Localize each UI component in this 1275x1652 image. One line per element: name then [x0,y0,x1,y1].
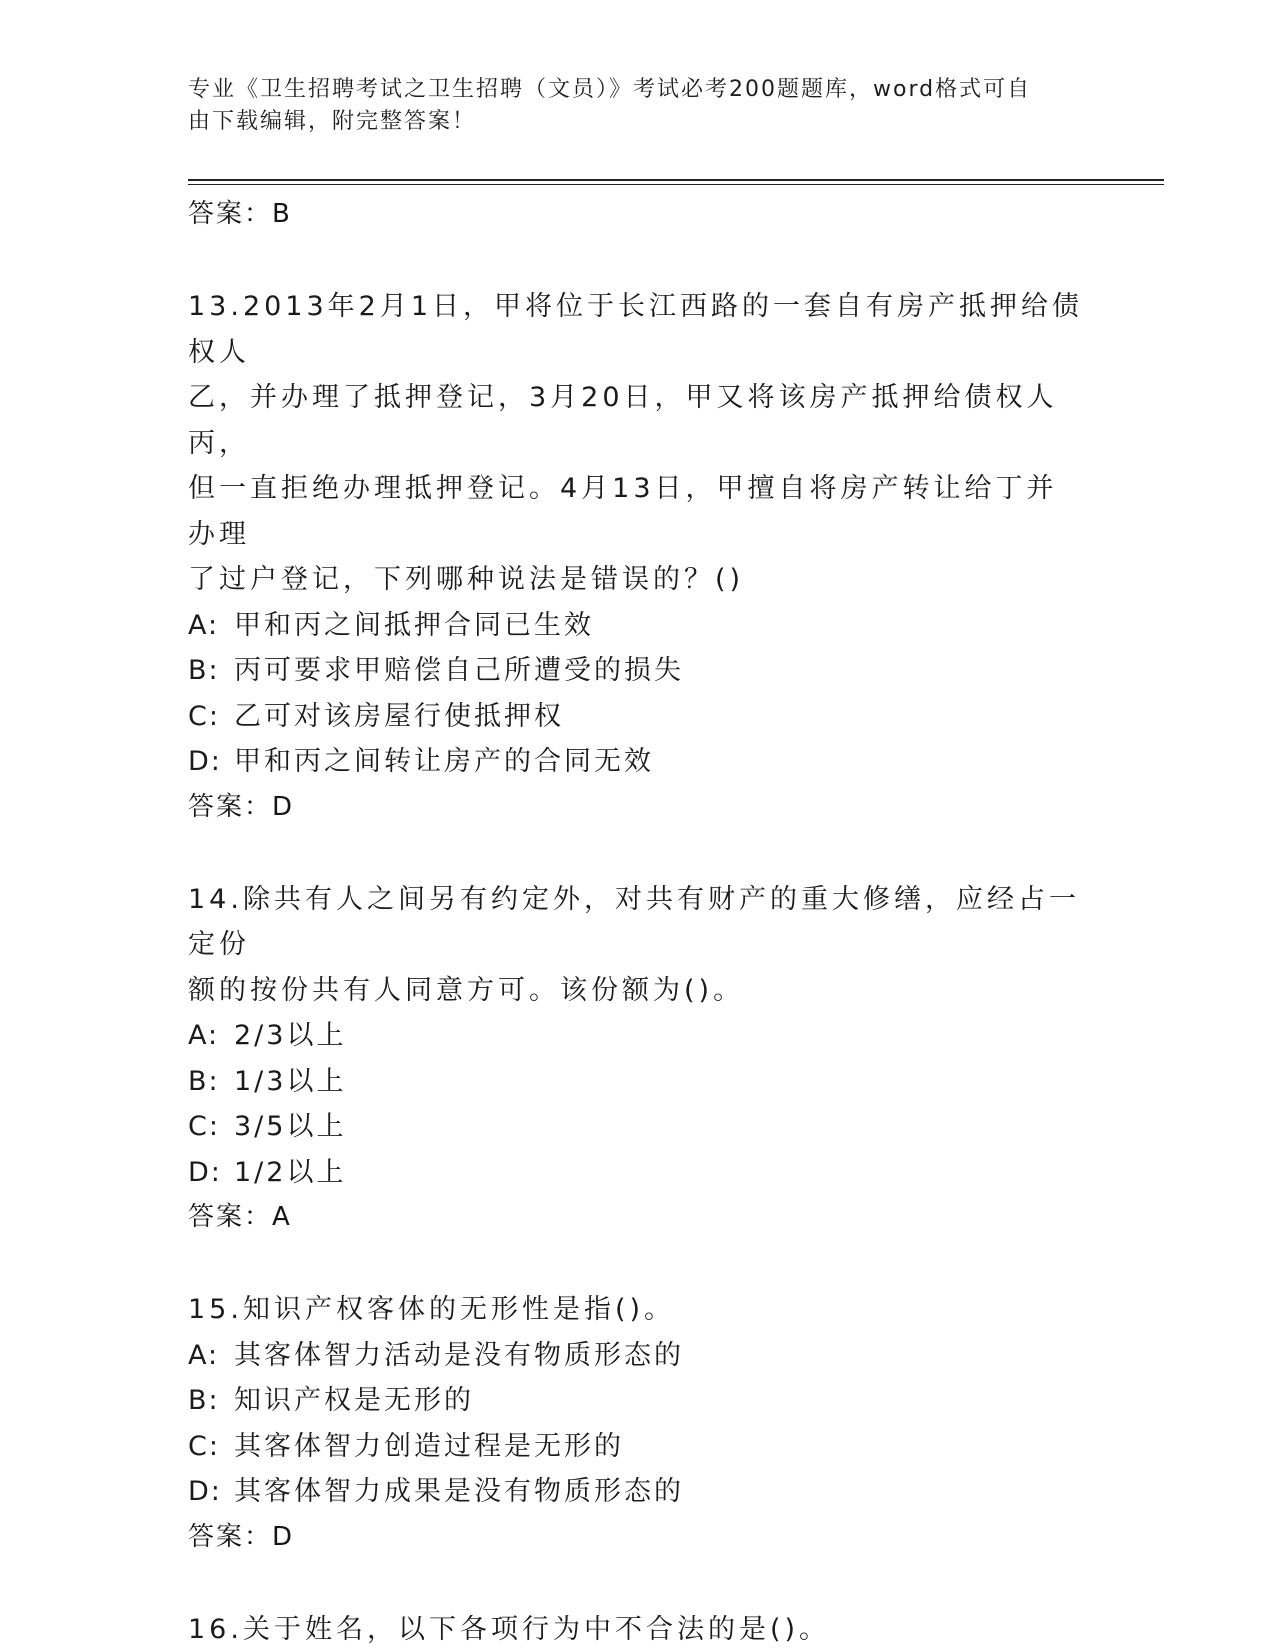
question-stem-line: 了过户登记，下列哪种说法是错误的？() [188,557,1088,603]
question-block [188,1287,1088,1559]
option-a [188,1013,1088,1059]
option-text: 乙可对该房屋行使抵押权 [234,701,564,732]
option-text: 1/3以上 [234,1066,346,1097]
question-stem [188,1607,1088,1652]
option-text: 其客体智力创造过程是无形的 [234,1431,624,1462]
answer-line: 答案：D [188,785,1088,829]
answer-line: 答案：B [188,192,1088,236]
question-stem-line: 13.2013年2月1日，甲将位于长江西路的一套自有房产抵押给债权人 [188,284,1088,375]
option-letter: A: [188,603,234,649]
option-d [188,739,1088,785]
option-letter: C: [188,1424,234,1470]
spacer [188,1559,1088,1607]
header-line: 由下载编辑，附完整答案！ [188,106,1068,138]
question-stem-line: 16.关于姓名，以下各项行为中不合法的是()。 [188,1607,1088,1652]
question-stem [188,1287,1088,1333]
option-b [188,1378,1088,1424]
document-body [188,192,1088,1652]
option-b [188,648,1088,694]
question-stem [188,877,1088,1014]
document-header [188,74,1068,138]
option-d [188,1469,1088,1515]
option-text: 知识产权是无形的 [234,1385,474,1416]
spacer [188,1239,1088,1287]
question-stem-line: 乙，并办理了抵押登记，3月20日，甲又将该房产抵押给债权人丙， [188,375,1088,466]
question-block [188,1607,1088,1652]
header-line: 专业《卫生招聘考试之卫生招聘（文员）》考试必考200题题库，word格式可自 [188,74,1068,106]
option-letter: C: [188,1104,234,1150]
option-text: 2/3以上 [234,1020,346,1051]
question-stem-line: 额的按份共有人同意方可。该份额为()。 [188,968,1088,1014]
question-block [188,284,1088,829]
option-text: 丙可要求甲赔偿自己所遭受的损失 [234,655,684,686]
option-letter: C: [188,694,234,740]
option-a [188,1333,1088,1379]
option-c [188,694,1088,740]
option-text: 3/5以上 [234,1111,346,1142]
option-letter: D: [188,1150,234,1196]
option-c [188,1424,1088,1470]
option-letter: B: [188,1059,234,1105]
option-d [188,1150,1088,1196]
answer-line: 答案：A [188,1195,1088,1239]
option-text: 甲和丙之间抵押合同已生效 [234,610,594,641]
question-stem-line: 但一直拒绝办理抵押登记。4月13日，甲擅自将房产转让给丁并办理 [188,466,1088,557]
option-text: 甲和丙之间转让房产的合同无效 [234,746,654,777]
option-letter: A: [188,1333,234,1379]
option-c [188,1104,1088,1150]
option-letter: D: [188,1469,234,1515]
option-a [188,603,1088,649]
header-divider [188,179,1164,181]
option-b [188,1059,1088,1105]
question-block [188,877,1088,1240]
spacer [188,829,1088,877]
option-letter: B: [188,648,234,694]
option-letter: D: [188,739,234,785]
question-stem [188,284,1088,603]
option-letter: B: [188,1378,234,1424]
header-divider-thin [188,184,1164,185]
option-letter: A: [188,1013,234,1059]
option-text: 1/2以上 [234,1157,346,1188]
option-text: 其客体智力成果是没有物质形态的 [234,1476,684,1507]
question-stem-line: 15.知识产权客体的无形性是指()。 [188,1287,1088,1333]
spacer [188,236,1088,284]
question-stem-line: 14.除共有人之间另有约定外，对共有财产的重大修缮，应经占一定份 [188,877,1088,968]
option-text: 其客体智力活动是没有物质形态的 [234,1340,684,1371]
answer-line: 答案：D [188,1515,1088,1559]
